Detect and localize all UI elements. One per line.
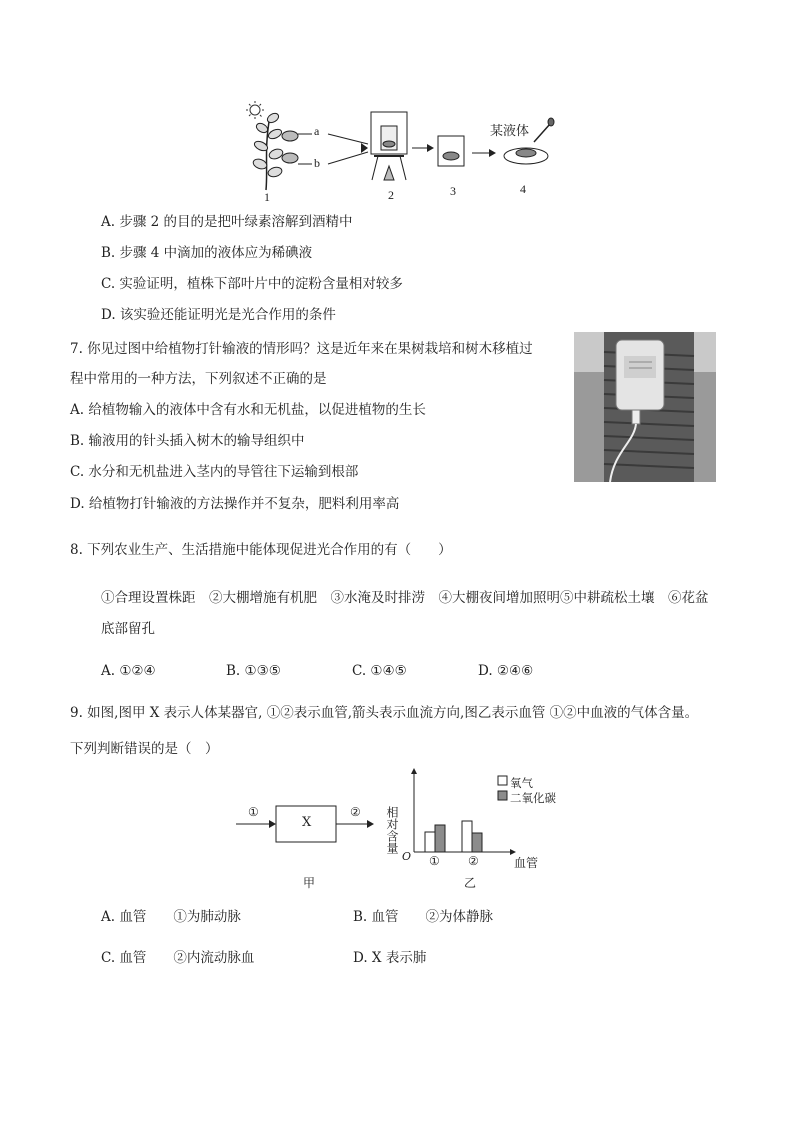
q9-option-b: B. 血管 ②为体静脉 — [353, 909, 494, 925]
q6-option-a: A. 步骤 2 的目的是把叶绿素溶解到酒精中 — [101, 214, 353, 230]
q9-option-c: C. 血管 ②内流动脉血 — [101, 950, 255, 966]
vessel-in-label: ① — [248, 805, 259, 819]
q6-option-d: D. 该实验还能证明光是光合作用的条件 — [101, 307, 336, 323]
water-bath-drawing — [371, 112, 407, 180]
q7-option-d: D. 给植物打针输液的方法操作并不复杂，肥料利用率高 — [70, 496, 400, 512]
legend-oxygen: 氧气 — [510, 776, 533, 790]
gas-content-chart — [385, 766, 572, 896]
legend-co2: 二氧化碳 — [510, 791, 556, 805]
chart-xlabel: 血管 — [514, 856, 539, 870]
q7-stem-line1: 7. 你见过图中给植物打针输液的情形吗？这是近年来在果树栽培和树木移植过 — [70, 341, 533, 357]
organ-x-label: X — [302, 815, 312, 830]
step-3-label: 3 — [450, 184, 456, 198]
step-4-label: 4 — [520, 182, 526, 196]
q9-option-d: D. X 表示肺 — [353, 950, 427, 966]
liquid-label: 某液体 — [490, 124, 530, 139]
bar-1-oxygen — [425, 832, 435, 852]
q9-option-a: A. 血管 ①为肺动脉 — [101, 909, 241, 925]
chart-tick-1: ① — [429, 854, 440, 868]
chart-y-arrow — [411, 768, 417, 774]
label-a: a — [314, 124, 320, 138]
q7-stem-line2: 程中常用的一种方法，下列叙述不正确的是 — [70, 371, 327, 387]
label-b: b — [314, 156, 320, 170]
tree-infusion-photo — [574, 332, 716, 482]
chart-tick-2: ② — [468, 854, 479, 868]
sun-icon — [246, 101, 264, 119]
q7-option-c: C. 水分和无机盐进入茎内的导管往下运输到根部 — [70, 464, 359, 480]
diagram-jia — [236, 800, 386, 890]
bar-2-co2 — [472, 833, 482, 852]
q7-option-b: B. 输液用的针头插入树木的输导组织中 — [70, 433, 305, 449]
plant-drawing — [252, 112, 298, 190]
q8-option-d: D. ②④⑥ — [478, 663, 534, 679]
q8-option-b: B. ①③⑤ — [226, 663, 281, 679]
q9-stem-line1: 9. 如图,图甲 X 表示人体某器官, ①②表示血管,箭头表示血流方向,图乙表示血管 ①②中血液的气体含量。 — [70, 705, 699, 721]
bar-2-oxygen — [462, 821, 472, 852]
chart-ylabel: 相对含量 — [385, 806, 399, 854]
q8-option-c: C. ①④⑤ — [352, 663, 407, 679]
step-1-label: 1 — [264, 190, 270, 204]
experiment-drawing — [238, 98, 568, 206]
q8-stem: 8. 下列农业生产、生活措施中能体现促进光合作用的有（ ） — [70, 542, 452, 558]
experiment-figure — [238, 98, 568, 206]
q6-option-c: C. 实验证明，植株下部叶片中的淀粉含量相对较多 — [101, 276, 403, 292]
beaker-drawing — [438, 136, 464, 166]
diagram-jia-caption: 甲 — [303, 876, 316, 890]
chart-svg — [392, 766, 572, 896]
vessel-out-label: ② — [350, 805, 361, 819]
chart-origin: O — [402, 850, 412, 863]
chart-caption: 乙 — [464, 876, 477, 890]
legend-oxygen-swatch — [498, 776, 507, 785]
q8-measures-line2: 底部留孔 — [101, 621, 155, 637]
q6-option-b: B. 步骤 4 中滴加的液体应为稀碘液 — [101, 245, 313, 261]
step-2-label: 2 — [388, 188, 394, 202]
legend-co2-swatch — [498, 791, 507, 800]
q8-option-a: A. ①②④ — [101, 663, 156, 679]
q8-measures-line1: ①合理设置株距 ②大棚增施有机肥 ③水淹及时排涝 ④大棚夜间增加照明⑤中耕疏松土壤 ⑥花盆 — [101, 590, 709, 606]
q7-option-a: A. 给植物输入的液体中含有水和无机盐，以促进植物的生长 — [70, 402, 426, 418]
bar-1-co2 — [435, 825, 445, 852]
q9-stem-line2: 下列判断错误的是（ ） — [70, 741, 219, 757]
